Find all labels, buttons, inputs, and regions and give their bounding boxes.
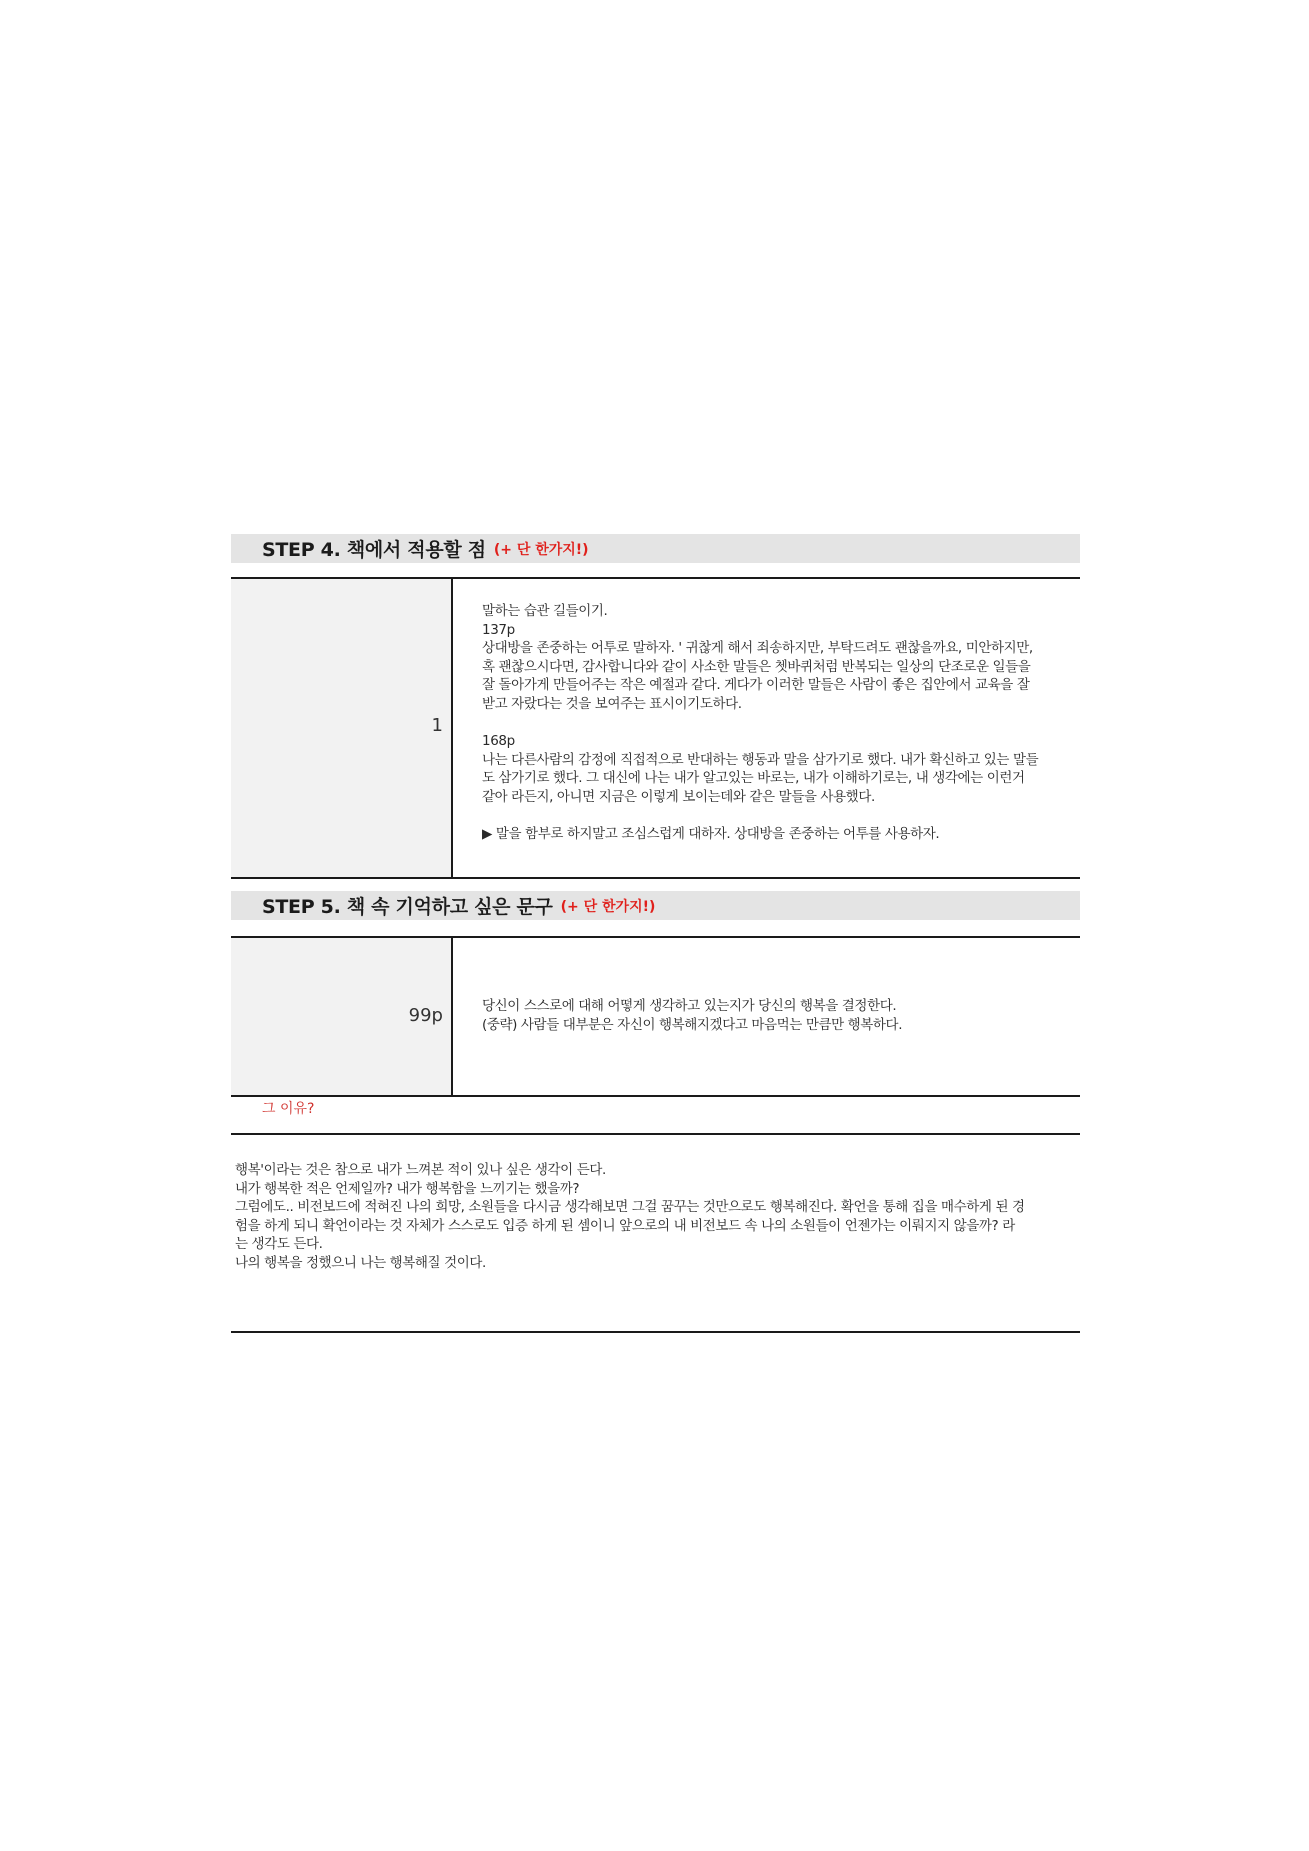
step5-title: STEP 5. 책 속 기억하고 싶은 문구 xyxy=(262,896,553,918)
step4-row-label: 1 xyxy=(431,715,443,736)
step4-line: 나는 다른사람의 감정에 직접적으로 반대하는 행동과 말을 삼가기로 했다. 내가 확신하고 있는 말들 xyxy=(482,751,1039,768)
step4-line: 도 삼가기로 했다. 그 대신에 나는 내가 알고있는 바로는, 내가 이해하기로는, 내 생각에는 이런거 xyxy=(482,770,1025,786)
step5-header xyxy=(231,891,1080,920)
step5-row-label: 99p xyxy=(408,1005,443,1026)
step4-line: 같아 라든지, 아니면 지금은 이렇게 보이는데와 같은 말들을 사용했다. xyxy=(482,788,875,805)
step4-line: 말하는 습관 길들이기. xyxy=(482,603,608,619)
step4-line: 상대방을 존중하는 어투로 말하자. ' 귀찮게 해서 죄송하지만, 부탁드려도 괜찮을까요, 미안하지만, xyxy=(482,640,1033,656)
reason-line: 험을 하게 되니 확언이라는 것 자체가 스스로도 입증 하게 된 셈이니 앞으로의 내 비전보드 속 나의 소원들이 언젠가는 이뤄지지 않을까? 라 xyxy=(235,1217,1015,1234)
reason-line: 그럼에도.. 비전보드에 적혀진 나의 희망, 소원들을 다시금 생각해보면 그걸 꿈꾸는 것만으로도 행복해진다. 확언을 통해 집을 매수하게 된 경 xyxy=(235,1199,1025,1215)
bottom-rule xyxy=(231,1331,1080,1333)
step4-title: STEP 4. 책에서 적용할 점 xyxy=(262,539,486,561)
reason-line: 나의 행복을 정했으니 나는 행복해질 것이다. xyxy=(235,1254,486,1271)
reason-label: 그 이유? xyxy=(262,1101,315,1117)
step5-content xyxy=(482,997,1076,1034)
step4-summary: ▶ 말을 함부로 하지말고 조심스럽게 대하자. 상대방을 존중하는 어투를 사용하자. xyxy=(482,826,940,842)
reason-line: 는 생각도 든다. xyxy=(235,1236,323,1252)
step4-note: (+ 단 한가지!) xyxy=(493,541,589,558)
step4-line: 혹 괜찮으시다면, 감사합니다와 같이 사소한 말들은 쳇바퀴처럼 반복되는 일상의 단조로운 일들을 xyxy=(482,658,1031,675)
step5-label-cell xyxy=(231,938,453,1095)
step4-header xyxy=(231,534,1080,563)
step4-bottom-rule xyxy=(231,877,1080,879)
step5-quote-line: (중략) 사람들 대부분은 자신이 행복해지겠다고 마음먹는 만큼만 행복하다. xyxy=(482,1016,903,1033)
step4-line: 받고 자랐다는 것을 보여주는 표시이기도하다. xyxy=(482,695,742,712)
reason-answer xyxy=(235,1161,1075,1272)
step5-quote-line: 당신이 스스로에 대해 어떻게 생각하고 있는지가 당신의 행복을 결정한다. xyxy=(482,998,897,1014)
reason-rule xyxy=(231,1133,1080,1135)
step5-mid-rule xyxy=(231,1095,1080,1097)
reason-line: 행복'이라는 것은 참으로 내가 느껴본 적이 있나 싶은 생각이 든다. xyxy=(235,1162,606,1178)
step4-line: 잘 돌아가게 만들어주는 작은 예절과 같다. 게다가 이러한 말들은 사람이 좋은 집안에서 교육을 잘 xyxy=(482,677,1030,693)
step5-note: (+ 단 한가지!) xyxy=(560,898,656,915)
step4-line: 137p xyxy=(482,621,515,638)
step4-line: 168p xyxy=(482,733,515,749)
step4-label-cell xyxy=(231,579,453,877)
step4-content xyxy=(482,602,1076,844)
reason-line: 내가 행복한 적은 언제일까? 내가 행복함을 느끼기는 했을까? xyxy=(235,1180,580,1197)
